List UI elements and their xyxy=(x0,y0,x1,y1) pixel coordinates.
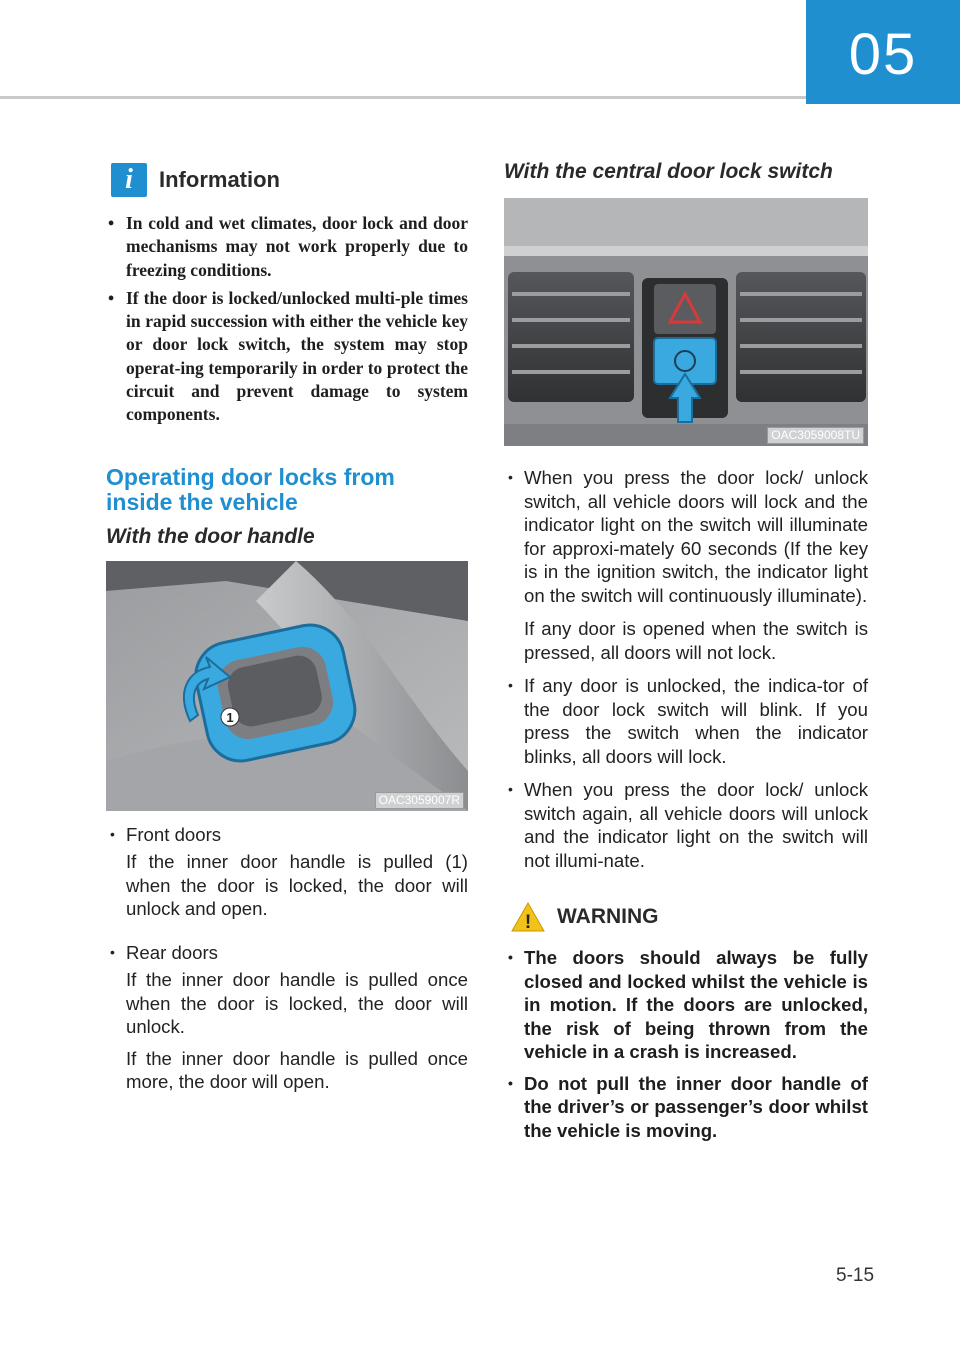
right-column xyxy=(504,160,868,1150)
information-list xyxy=(106,212,468,427)
warning-item: • Do not pull the inner door handle of the driver’s or passenger’s door whilst the vehicle is moving. xyxy=(504,1072,868,1143)
left-column xyxy=(106,160,468,1094)
warning-list xyxy=(504,946,868,1142)
warning-icon-glyph: ! xyxy=(524,912,532,932)
rear-doors-text: If the inner door handle is pulled once more, the door will open. xyxy=(126,1047,468,1093)
item-text: • If any door is unlocked, the indica-tor of the door lock switch will blink. If you press the switch when the indicator blinks, all doors will lock. xyxy=(524,675,868,767)
list-item-front-doors xyxy=(106,823,468,921)
door-handle-illustration xyxy=(106,561,468,811)
chapter-tab: 05 xyxy=(806,0,960,104)
information-icon: i xyxy=(111,163,147,197)
front-doors-label: • Front doors xyxy=(126,823,222,845)
central-switch-list xyxy=(504,466,868,872)
header-rule xyxy=(0,96,806,99)
central-switch-photo xyxy=(504,198,868,446)
image-code: OAC3059007R xyxy=(375,792,464,809)
item-note: If any door is opened when the switch is pressed, all doors will not lock. xyxy=(524,618,868,663)
information-header xyxy=(111,160,468,200)
list-item xyxy=(504,674,868,768)
information-item: • If the door is locked/unlocked multi-ple times in rapid succession with either the vehicle key or door lock switch, the system may stop operat-ing temporarily in order to protect the circuit and prevent damage to system components. xyxy=(106,287,468,427)
callout-number: 1 xyxy=(226,709,234,725)
section-title-line: inside the vehicle xyxy=(106,488,298,515)
warning-header xyxy=(511,902,868,932)
item-text: • When you press the door lock/ unlock switch, all vehicle doors will lock and the indicator light on the switch will illuminate for approxi-mately 60 seconds (If the key is in the ignition switch, the indicator light on the switch will continuously illuminate). xyxy=(524,467,868,606)
warning-title: WARNING xyxy=(557,905,659,928)
door-handle-subtitle: With the door handle xyxy=(106,524,315,548)
central-switch-illustration xyxy=(504,198,868,446)
door-handle-list xyxy=(106,823,468,1094)
rear-doors-text: If the inner door handle is pulled once when the door is locked, the door will unlock. xyxy=(126,969,468,1038)
item-text: • When you press the door lock/ unlock switch again, all vehicle doors will unlock and the indicator light on the switch will not illumi-nate. xyxy=(524,779,868,871)
section-title-line: Operating door locks from xyxy=(106,463,395,490)
list-item-rear-doors xyxy=(106,941,468,1094)
warning-item: • The doors should always be fully closed and locked whilst the vehicle is in motion. If the doors are unlocked, the risk of being thrown from the vehicle in a crash is increased. xyxy=(504,946,868,1064)
front-doors-text: If the inner door handle is pulled (1) when the door is locked, the door will unlock and open. xyxy=(126,851,468,920)
information-item: • In cold and wet climates, door lock and door mechanisms may not work properly due to freezing conditions. xyxy=(106,212,468,282)
door-handle-photo xyxy=(106,561,468,811)
list-item xyxy=(504,466,868,664)
central-switch-subtitle: With the central door lock switch xyxy=(504,160,833,183)
list-item xyxy=(504,778,868,872)
warning-icon xyxy=(511,902,545,932)
page-number: 5-15 xyxy=(836,1265,875,1286)
rear-doors-label: • Rear doors xyxy=(126,941,218,963)
information-title: Information xyxy=(159,167,280,192)
section-title xyxy=(106,465,468,515)
image-code: OAC3059008TU xyxy=(767,427,864,444)
